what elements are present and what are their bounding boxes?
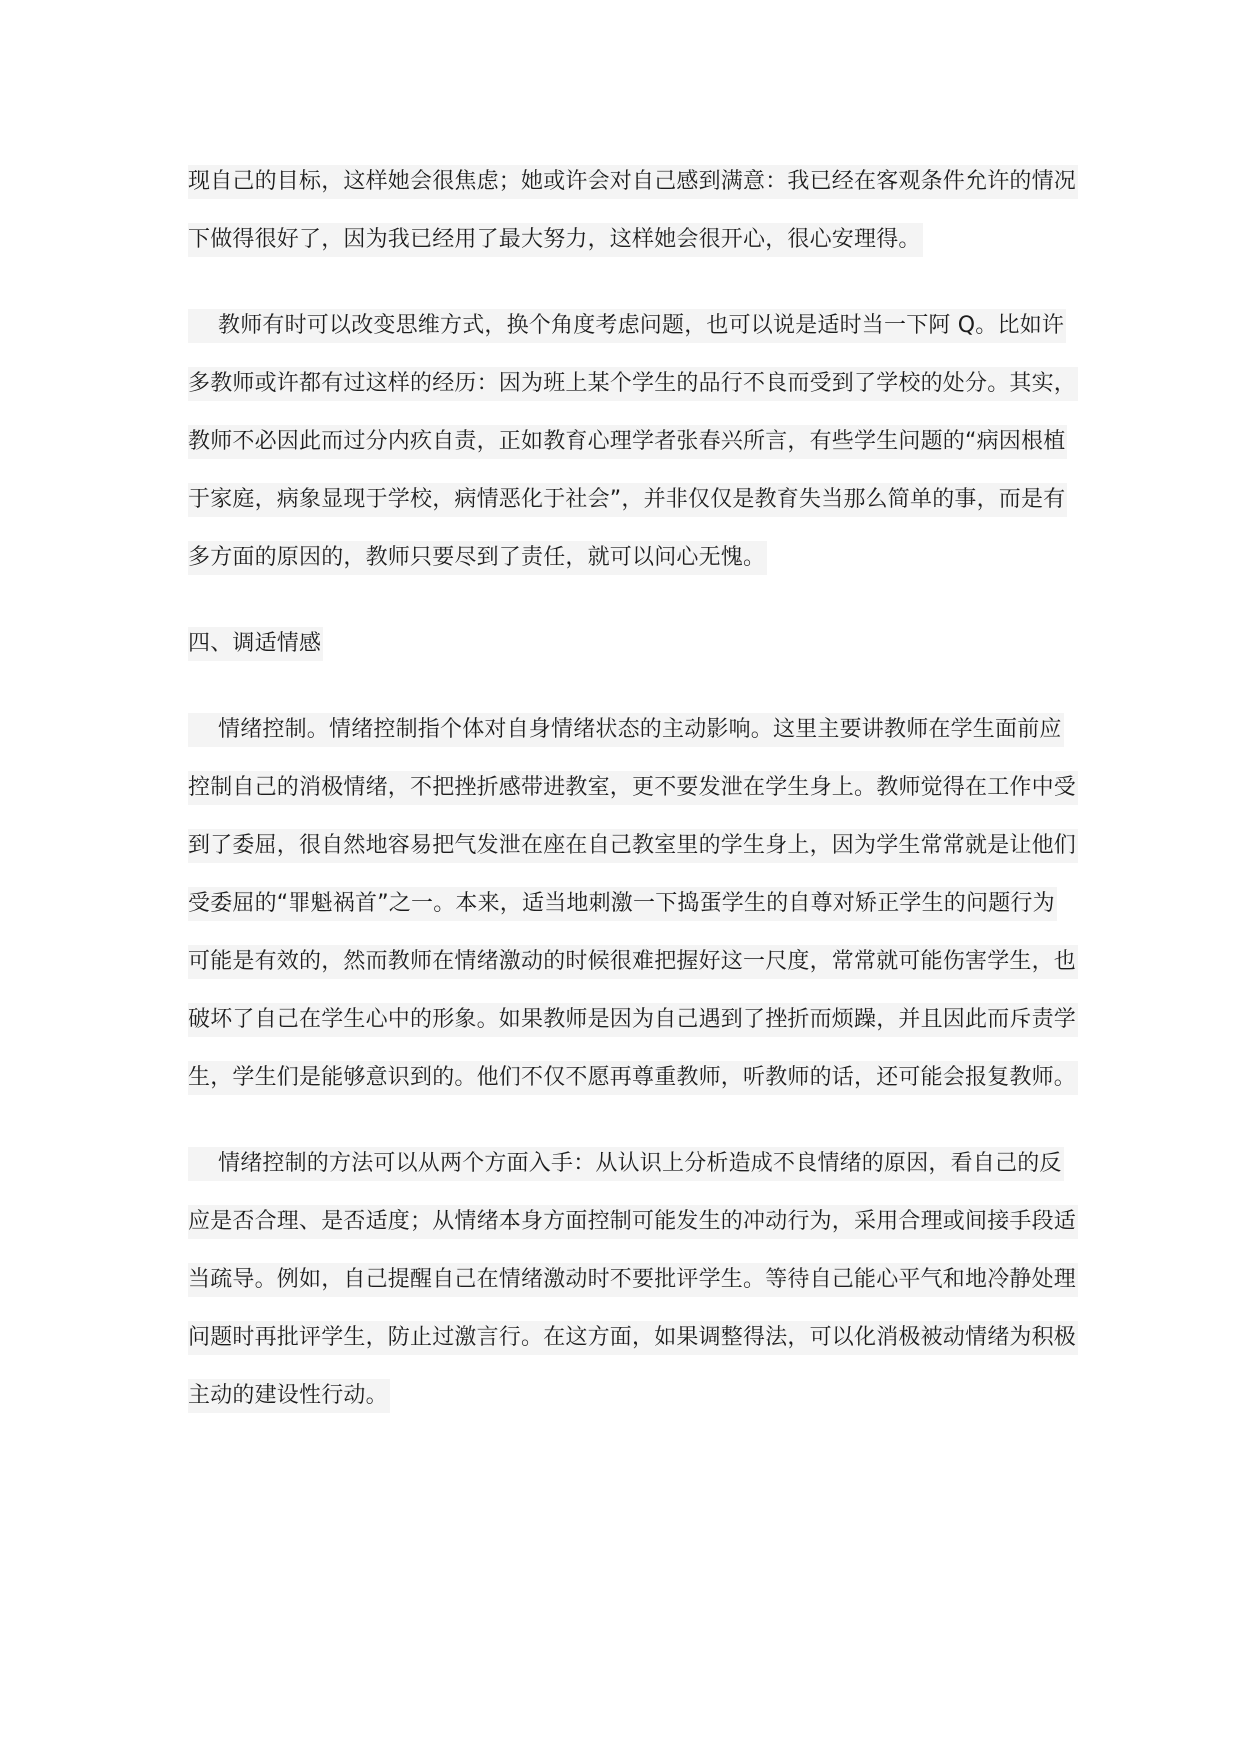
text-line: 下做得很好了，因为我已经用了最大努力，这样她会很开心，很心安理得。 — [188, 223, 923, 257]
text-line: 教师不必因此而过分内疚自责，正如教育心理学者张春兴所言，有些学生问题的“病因根植 — [188, 425, 1067, 459]
text-line: 受委屈的“罪魁祸首”之一。本来，适当地刺激一下捣蛋学生的自尊对矫正学生的问题行为 — [188, 887, 1057, 921]
text-line: 多方面的原因的，教师只要尽到了责任，就可以问心无愧。 — [188, 541, 767, 575]
text-line: 破坏了自己在学生心中的形象。如果教师是因为自己遇到了挫折而烦躁，并且因此而斥责学 — [188, 1003, 1078, 1037]
text-line: 现自己的目标，这样她会很焦虑；她或许会对自己感到满意：我已经在客观条件允许的情况 — [188, 165, 1078, 199]
section-heading: 四、调适情感 — [188, 627, 323, 661]
text-line: 于家庭，病象显现于学校，病情恶化于社会”，并非仅仅是教育失当那么简单的事，而是有 — [188, 483, 1067, 517]
paragraph-first-line: 情绪控制的方法可以从两个方面入手：从认识上分析造成不良情绪的原因，看自己的反 — [188, 1147, 1064, 1181]
text-line: 应是否合理、是否适度；从情绪本身方面控制可能发生的冲动行为，采用合理或间接手段适 — [188, 1205, 1078, 1239]
text-line: 可能是有效的，然而教师在情绪激动的时候很难把握好这一尺度，常常就可能伤害学生，也 — [188, 945, 1078, 979]
text-line: 问题时再批评学生，防止过激言行。在这方面，如果调整得法，可以化消极被动情绪为积极 — [188, 1321, 1078, 1355]
text-line: 生，学生们是能够意识到的。他们不仅不愿再尊重教师，听教师的话，还可能会报复教师。 — [188, 1061, 1078, 1095]
text-line: 控制自己的消极情绪，不把挫折感带进教室，更不要发泄在学生身上。教师觉得在工作中受 — [188, 771, 1078, 805]
paragraph-first-line: 情绪控制。情绪控制指个体对自身情绪状态的主动影响。这里主要讲教师在学生面前应 — [188, 713, 1064, 747]
text-line: 多教师或许都有过这样的经历：因为班上某个学生的品行不良而受到了学校的处分。其实， — [188, 367, 1078, 401]
paragraph-first-line: 教师有时可以改变思维方式，换个角度考虑问题，也可以说是适时当一下阿 Q。比如许 — [188, 309, 1066, 343]
text-line: 主动的建设性行动。 — [188, 1379, 390, 1413]
text-line: 到了委屈，很自然地容易把气发泄在座在自己教室里的学生身上，因为学生常常就是让他们 — [188, 829, 1078, 863]
text-line: 当疏导。例如，自己提醒自己在情绪激动时不要批评学生。等待自己能心平气和地冷静处理 — [188, 1263, 1078, 1297]
